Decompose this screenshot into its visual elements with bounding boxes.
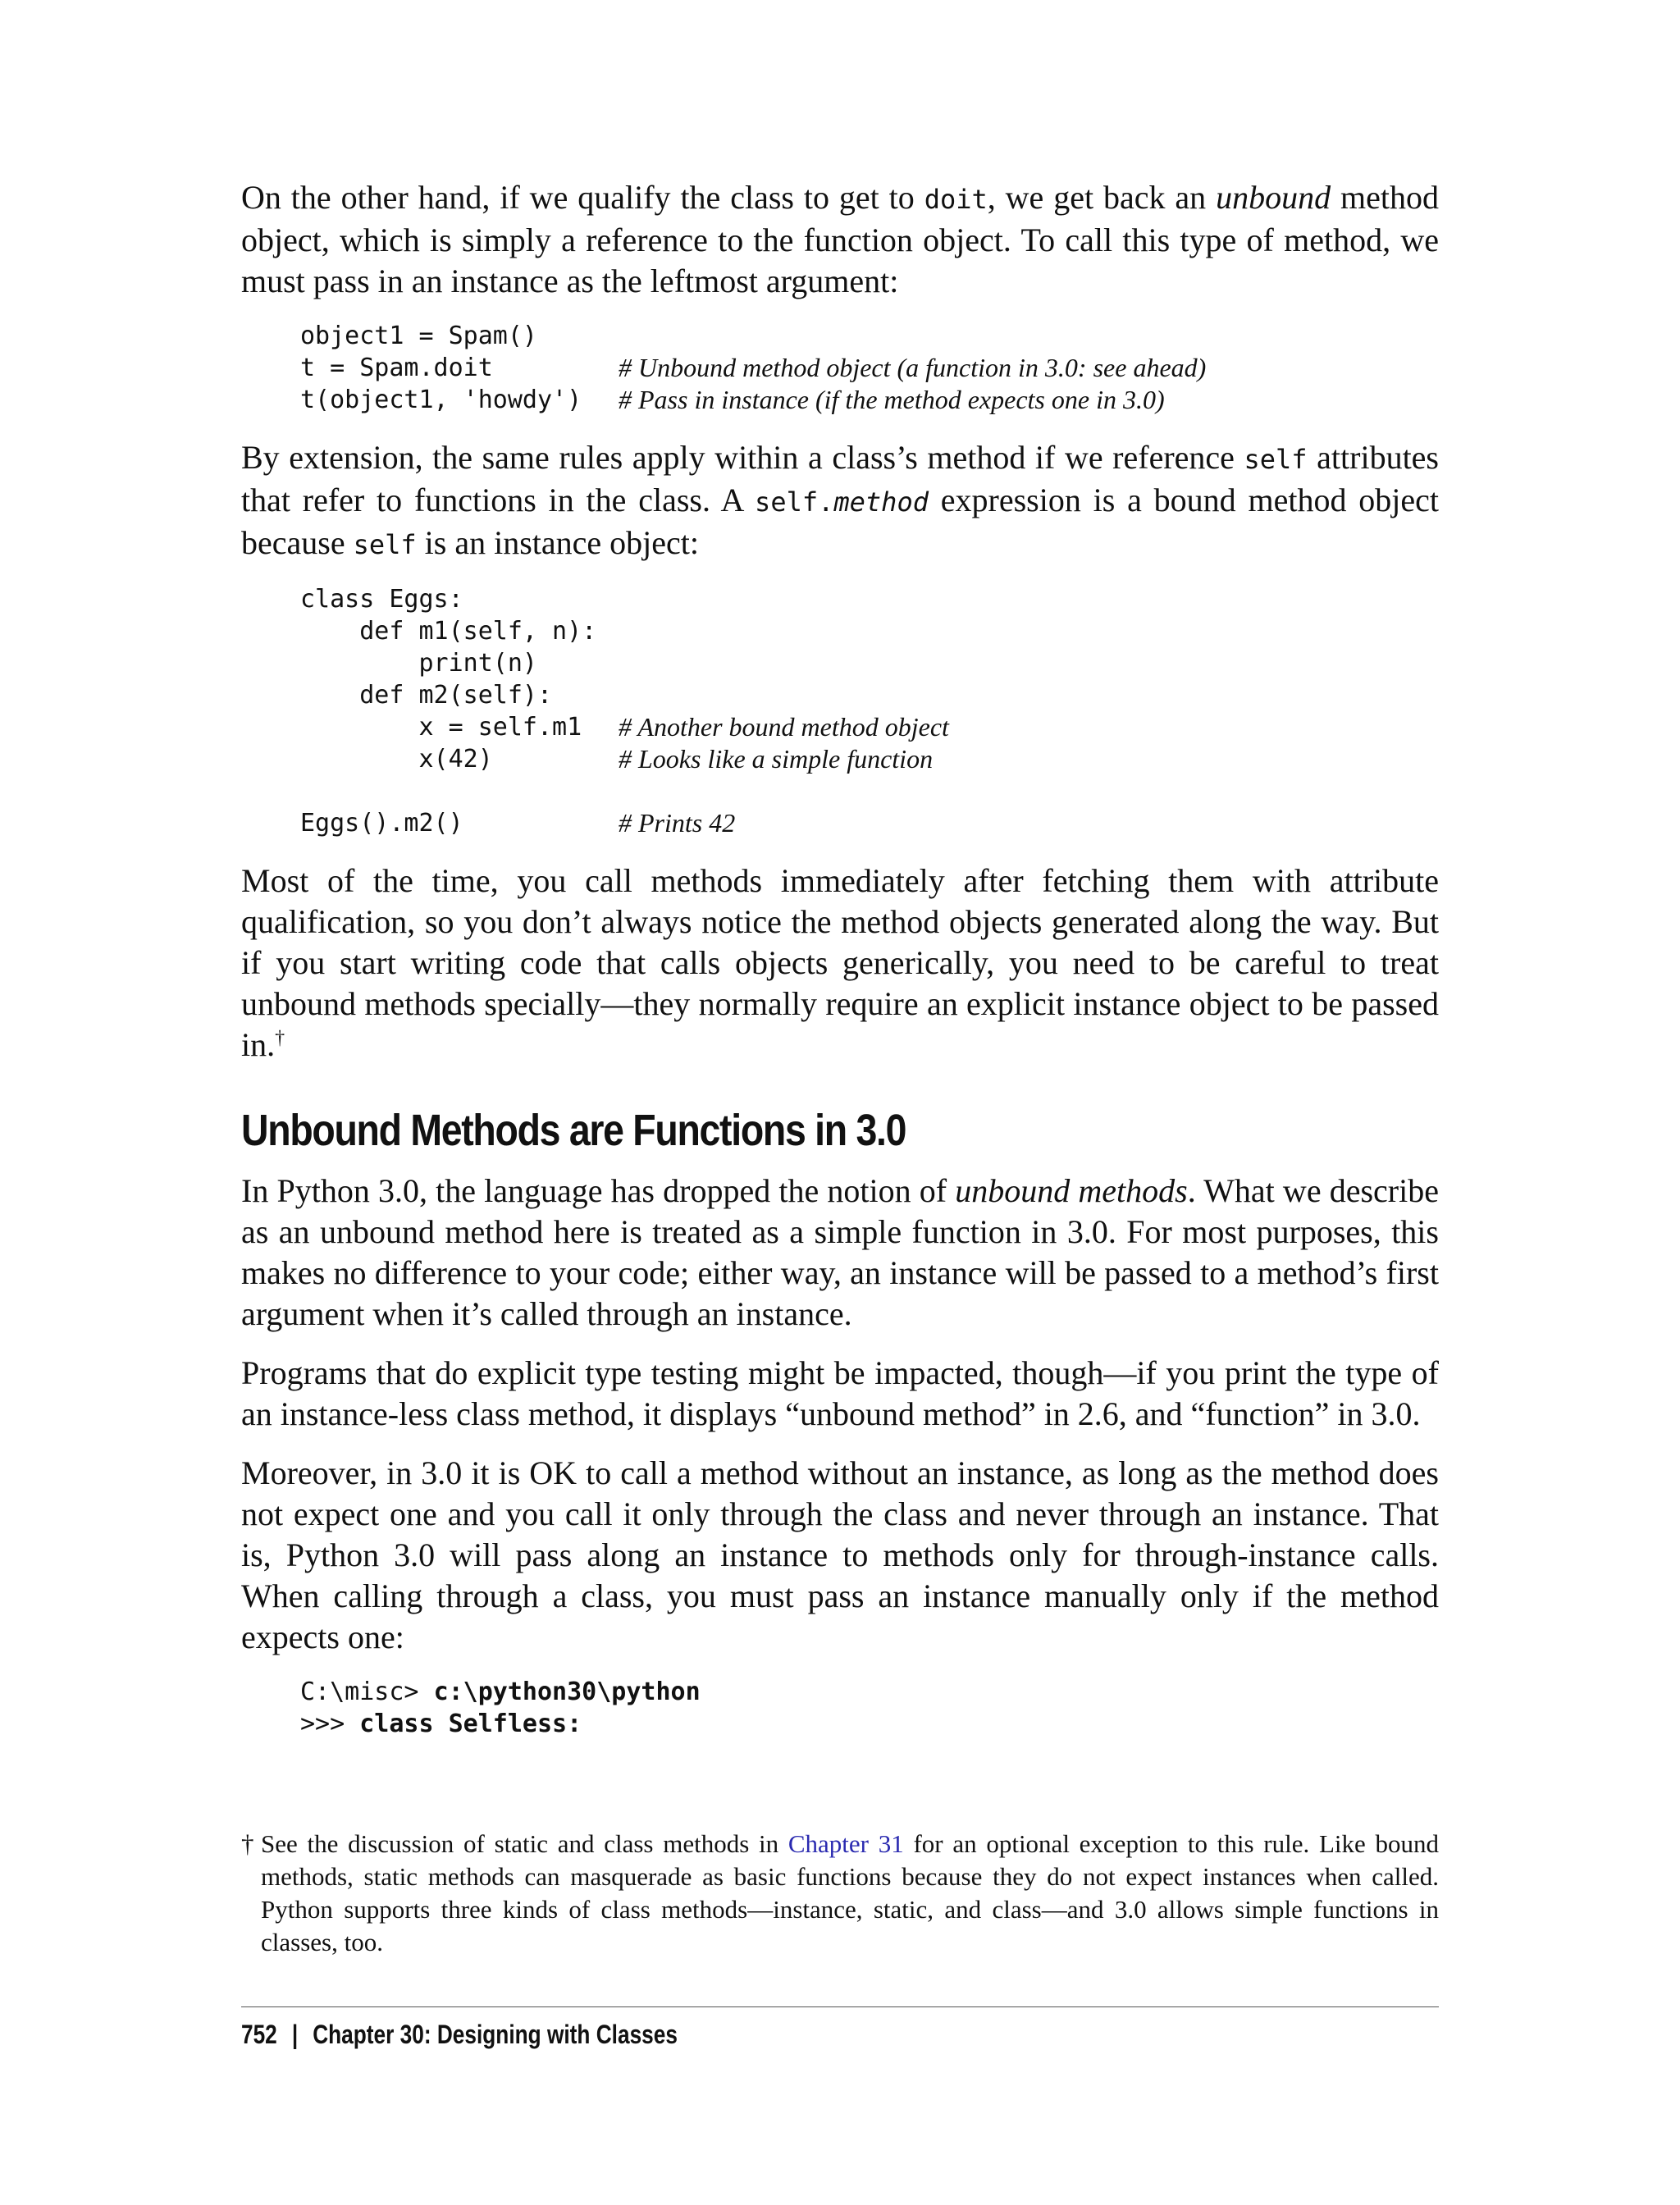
text-run: On the other hand, if we qualify the class to get to <box>241 179 924 216</box>
text-run: , we get back an <box>987 179 1217 216</box>
code-text: object1 = Spam() <box>300 322 537 350</box>
text-run: By extension, the same rules apply within a class’s method if we reference <box>241 439 1244 476</box>
code-comment: # Prints 42 <box>619 808 736 838</box>
text-run: is an instance object: <box>416 524 699 561</box>
page-footer <box>241 2018 678 2051</box>
text-run: for an optional exception to this rule. Like bound methods, static methods can masquerade as basic functions because they do not expect instances when called. Python supports three kinds of class methods—instance, static, and class—and 3.0 allows simple functions in classes, too. <box>261 1829 1439 1956</box>
code-comment: # Another bound method object <box>619 712 949 742</box>
footnote-marker: † <box>275 1027 285 1049</box>
inline-code: self <box>1244 444 1308 475</box>
text-run: attributes that refer to functions in the class. A <box>241 439 1439 518</box>
chapter-31-link[interactable]: Chapter 31 <box>788 1829 904 1858</box>
text-run: See the discussion of static and class methods in <box>261 1829 788 1858</box>
code-text: print(n) <box>300 649 537 678</box>
code-line <box>300 352 1439 384</box>
paragraph-python3-unbound <box>241 1171 1439 1335</box>
code-line <box>300 711 1439 743</box>
code-line <box>300 384 1439 416</box>
code-comment: # Unbound method object (a function in 3.0: see ahead) <box>619 353 1207 382</box>
text-run: In Python 3.0, the language has dropped the notion of <box>241 1172 956 1209</box>
text-run: method object, which is simply a reference to the function object. To call this type of method, we must pass in an instance as the leftmost argument: <box>241 179 1439 299</box>
emphasis: unbound methods <box>955 1172 1188 1209</box>
footer-rule <box>241 2006 1439 2007</box>
code-comment: # Looks like a simple function <box>619 744 934 774</box>
text-run: expression is a bound method object because <box>241 482 1439 561</box>
code-line <box>300 1708 1439 1740</box>
paragraph-type-testing: Programs that do explicit type testing might be impacted, though—if you print the type of an instance-less class method, it displays “unbound method” in 2.6, and “function” in 3.0. <box>241 1354 1439 1432</box>
code-line <box>300 320 1439 352</box>
footnote-text <box>261 1828 1439 1959</box>
inline-code-italic: method <box>833 486 929 518</box>
code-line <box>300 647 1439 679</box>
footnote-marker: † <box>241 1829 254 1858</box>
code-text: x(42) <box>300 745 493 774</box>
footer-separator: | <box>291 2020 299 2049</box>
paragraph-no-instance: Moreover, in 3.0 it is OK to call a method without an instance, as long as the method does not expect one and you call it only through the class and never through an instance. That is, Python 3.0 will pass along an instance to methods only for through-instance calls. When calling through a class, you must pass an instance manually only if the method expects one: <box>241 1454 1439 1655</box>
code-command: class Selfless: <box>359 1710 582 1738</box>
inline-code: self. <box>755 486 834 518</box>
page-number: 752 <box>241 2020 277 2049</box>
code-text: Eggs().m2() <box>300 809 463 838</box>
code-line <box>300 679 1439 711</box>
paragraph-generic-calls <box>241 861 1439 1066</box>
code-block-eggs <box>300 583 1439 839</box>
code-text: def m2(self): <box>300 681 553 710</box>
code-text: t = Spam.doit <box>300 354 493 382</box>
code-line <box>300 807 1439 839</box>
code-blank-line <box>300 775 1439 807</box>
emphasis: unbound <box>1216 179 1331 216</box>
code-text: t(object1, 'howdy') <box>300 386 582 414</box>
section-heading: Unbound Methods are Functions in 3.0 <box>241 1106 906 1155</box>
code-text: x = self.m1 <box>300 713 582 742</box>
code-command: c:\python30\python <box>433 1678 701 1706</box>
text-run: . What we describe as an unbound method here is treated as a simple function in 3.0. For most purposes, this makes no difference to your code; either way, an instance will be passed to a method’s first argument when it’s called through an instance. <box>241 1172 1439 1332</box>
inline-code: doit <box>924 184 988 215</box>
code-text: class Eggs: <box>300 585 463 614</box>
paragraph-self-method <box>241 437 1439 565</box>
code-line <box>300 1676 1439 1708</box>
chapter-title: Chapter 30: Designing with Classes <box>313 2020 678 2049</box>
page-content <box>241 177 1439 1761</box>
code-line <box>300 583 1439 615</box>
inline-code: self <box>353 529 417 560</box>
code-block-selfless <box>300 1676 1439 1740</box>
code-text: def m1(self, n): <box>300 617 597 646</box>
code-prompt: C:\misc> <box>300 1678 434 1706</box>
code-line <box>300 615 1439 647</box>
footnote <box>241 1828 1439 1959</box>
text-run: Most of the time, you call methods immediately after fetching them with attribute qualification, so you don’t always notice the method objects generated along the way. But if you start writing code that calls objects generically, you need to be careful to treat unbound methods specially—they normally require an explicit instance object to be passed in. <box>241 862 1439 1063</box>
code-comment: # Pass in instance (if the method expects one in 3.0) <box>619 385 1165 414</box>
paragraph-unbound-intro <box>241 177 1439 302</box>
code-line <box>300 743 1439 775</box>
code-block-unbound <box>300 320 1439 416</box>
code-prompt: >>> <box>300 1710 360 1738</box>
